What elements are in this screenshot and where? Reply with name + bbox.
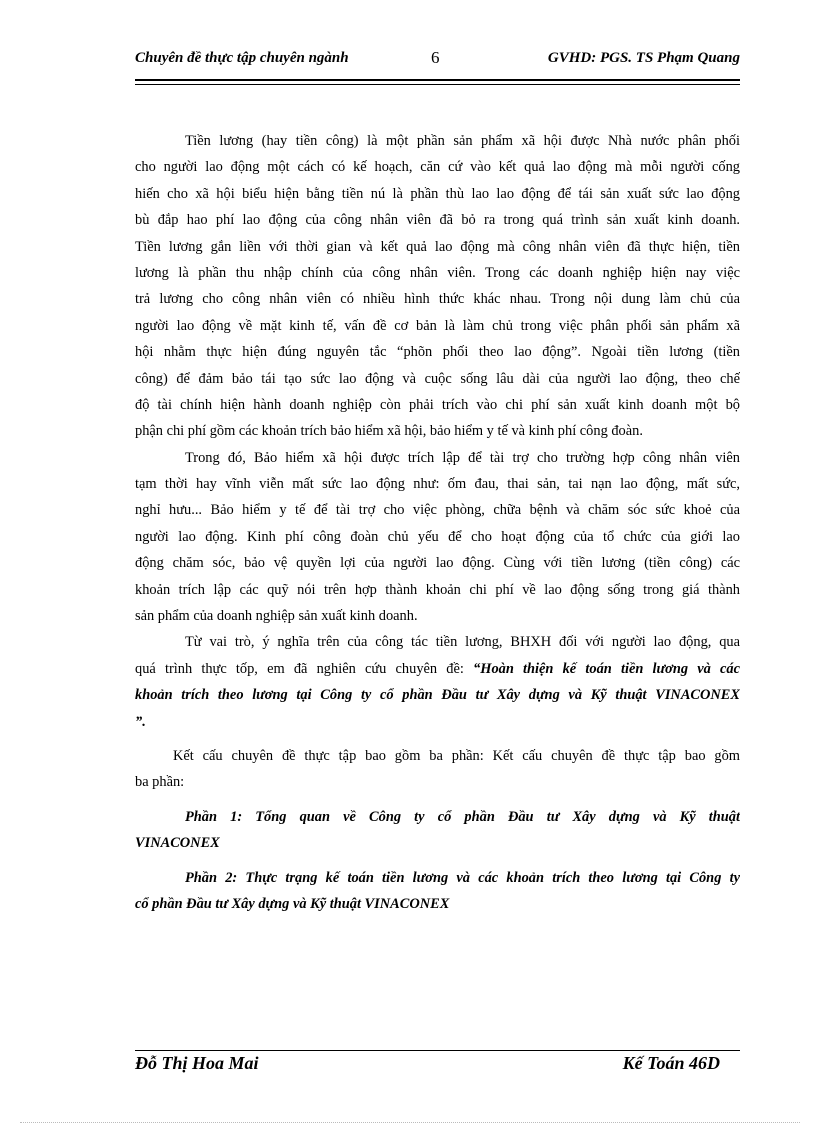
paragraph-topic [135, 629, 740, 735]
page-header [135, 50, 740, 72]
page-footer [135, 1053, 740, 1077]
text-line: khoản trích lập các quỹ nói trên hợp thành khoản chi phí về lao động sống trong giá thành [135, 581, 740, 598]
text-line: người lao động. Kinh phí công đoàn chủ yếu để cho hoạt động của tổ chức của giới lao [135, 528, 740, 545]
text-line: trả lương cho công nhân viên có nhiều hình thức khác nhau. Trong nội dung làm chủ của [135, 291, 740, 308]
text-line: sản phẩm của doanh nghiệp sản xuất kinh doanh. [135, 608, 418, 625]
footer-rule [135, 1050, 740, 1051]
text-line: Từ vai trò, ý nghĩa trên của công tác tiền lương, BHXH đối với người lao động, qua [185, 634, 740, 651]
page-number: 6 [431, 48, 440, 67]
topic-title: khoản trích theo lương tại Công ty cổ phần Đầu tư Xây dựng và Kỹ thuật VINACONEX [135, 687, 740, 704]
spacer [135, 796, 740, 804]
header-rule-thick [135, 79, 740, 81]
part-2-title: Phần 2: Thực trạng kế toán tiền lương và các khoản trích theo lương tại Công ty [185, 869, 740, 886]
footer-author: Đỗ Thị Hoa Mai [135, 1053, 259, 1073]
text-line [135, 656, 740, 682]
text-line: Tiền lương (hay tiền công) là một phần sản phẩm xã hội được Nhà nước phân phối [185, 133, 740, 149]
header-supervisor: GVHD: PGS. TS Phạm Quang [547, 50, 740, 66]
part-1-title: VINACONEX [135, 835, 220, 852]
document-body [135, 128, 740, 917]
text-line: lương là phần thu nhập chính của công nhân viên. Trong các doanh nghiệp hiện nay việc [135, 264, 740, 281]
text-line: Trong đó, Bảo hiểm xã hội được trích lập để tài trợ cho trường hợp công nhân viên [185, 449, 740, 466]
part-2-title: cổ phần Đầu tư Xây dựng và Kỹ thuật VINACONEX [135, 895, 450, 912]
text-line: nghỉ hưu... Bảo hiểm y tế để tài trợ cho việc phòng, chữa bệnh và chăm sóc sức khoẻ của [135, 502, 740, 519]
part-2 [135, 865, 740, 918]
text-line: hiến cho xã hội biểu hiện bằng tiền nú là phần thù lao lao động để tái sản xuất sức lao động [135, 185, 740, 202]
paragraph-salary-definition [135, 128, 740, 445]
paragraph-insurance [135, 445, 740, 630]
text-line: cho người lao động một cách có kế hoạch, căn cứ vào kết quả lao động mà mỗi người cống [135, 159, 740, 176]
header-title: Chuyên đề thực tập chuyên ngành [135, 50, 349, 66]
text-line: người lao động về mặt kinh tế, vấn đề cơ bản là làm chủ trong việc phân phối sản phẩm xã [135, 317, 740, 334]
spacer [135, 857, 740, 865]
part-1 [135, 804, 740, 857]
header-rule-thin [135, 84, 740, 85]
text-line: tạm thời hay vĩnh viễn mất sức lao động như: ốm đau, thai sản, tai nạn lao động, mất sức, [135, 476, 740, 493]
text-line: ba phần: [135, 774, 185, 791]
paragraph-structure [135, 743, 740, 796]
text-line: bù đắp hao phí lao động của công nhân viên đã bỏ ra trong quá trình sản xuất kinh doanh. [135, 212, 740, 229]
text-plain: quá trình thực tốp, em đã nghiên cứu chuyên đề: [135, 660, 474, 677]
text-line: công) để đảm bảo tái tạo sức lao động và cuộc sống lâu dài của người lao động, theo chế [135, 370, 740, 387]
spacer [135, 735, 740, 743]
text-line: động chăm sóc, bảo vệ quyền lợi của người lao động. Cùng với tiền lương (tiền công) các [135, 555, 740, 572]
footer-class: Kế Toán 46D [622, 1053, 720, 1073]
text-line: hội nhằm thực hiện đúng nguyên tắc “phõn phối theo lao động”. Ngoài tiền lương (tiền [135, 344, 740, 361]
text-line: phận chi phí gồm các khoản trích bảo hiểm xã hội, bảo hiểm y tế và kinh phí công đoàn. [135, 423, 643, 440]
part-1-title: Phần 1: Tổng quan về Công ty cổ phần Đầu tư Xây dựng và Kỹ thuật [185, 808, 740, 825]
topic-title-end: ”. [135, 713, 146, 730]
topic-title: “Hoàn thiện kế toán tiền lương và các [473, 660, 740, 677]
text-line: độ tài chính hiện hành doanh nghiệp còn phải trích vào chi phí sản xuất kinh doanh một bộ [135, 396, 740, 413]
text-line: Kết cấu chuyên đề thực tập bao gồm ba phần: Kết cấu chuyên đề thực tập bao gồm [173, 747, 740, 764]
text-line: Tiền lương gắn liền với thời gian và kết quả lao động mà công nhân viên đã thực hiện, tiền [135, 238, 740, 255]
